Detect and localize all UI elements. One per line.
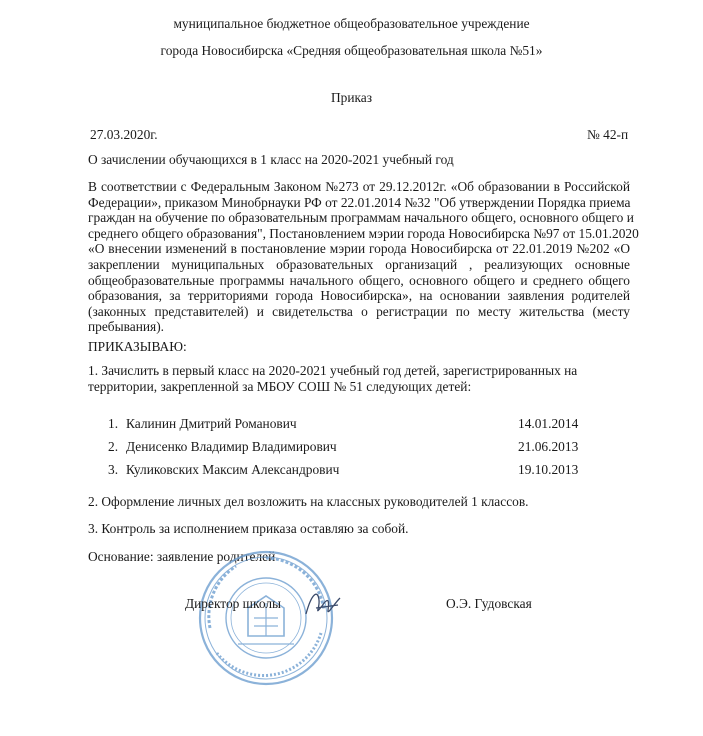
preamble-line: пребывания). (88, 319, 165, 335)
director-position: Директор школы (185, 596, 282, 611)
list-item (108, 417, 608, 440)
order-item-1-line: 1. Зачислить в первый класс на 2020-2021 учебный год детей, зарегистрированных на (88, 363, 578, 378)
director-signature-icon (292, 586, 352, 622)
order-subject: О зачислении обучающихся в 1 класс на 2020-2021 учебный год (88, 152, 454, 167)
preamble-line: граждан на обучение по образовательным программам начального общего, основного общего и (88, 210, 634, 226)
org-name-line2: города Новосибирска «Средняя общеобразовательная школа №51» (160, 43, 543, 58)
order-item-3: 3. Контроль за исполнением приказа оставляю за собой. (88, 521, 409, 536)
list-item (108, 463, 608, 486)
preamble-line: В соответствии с Федеральным Законом №273 от 29.12.2012г. «Об образовании в Российской (88, 179, 630, 194)
order-item-1-line: территории, закрепленной за МБОУ СОШ № 51 следующих детей: (88, 378, 472, 394)
preamble-line: (законных представителей) и свидетельства о регистрации по месту жительства (месту (88, 303, 630, 319)
order-number: № 42-п (587, 127, 629, 142)
preamble-line: образования, за территориями города Новосибирска», на основании заявления родителей (88, 288, 630, 304)
child-birthdate: 21.06.2013 (518, 439, 579, 454)
preamble-line: «О внесении изменений в постановление мэрии города Новосибирска от 22.01.2019 №202 «О (88, 241, 630, 257)
preamble-paragraph (88, 179, 639, 335)
order-word: ПРИКАЗЫВАЮ: (88, 339, 187, 354)
order-item-2: 2. Оформление личных дел возложить на классных руководителей 1 классов. (88, 494, 529, 509)
children-list (108, 417, 608, 486)
child-birthdate: 19.10.2013 (518, 462, 579, 477)
child-number: 2. (108, 439, 119, 454)
child-birthdate: 14.01.2014 (518, 416, 579, 431)
child-number: 3. (108, 462, 119, 477)
list-item (108, 440, 608, 463)
director-name: О.Э. Гудовская (446, 596, 532, 611)
child-name: Куликовских Максим Александрович (126, 462, 340, 477)
preamble-line: закреплении муниципальных образовательных организаций , реализующих основные (88, 256, 630, 272)
preamble-line: общеобразовательные программы начального общего, основного общего и среднего общего (88, 272, 630, 288)
page-title: Приказ (330, 90, 373, 105)
order-date: 27.03.2020г. (90, 127, 158, 142)
org-name-line1: муниципальное бюджетное общеобразовательное учреждение (173, 16, 530, 31)
child-name: Калинин Дмитрий Романович (126, 416, 297, 431)
child-name: Денисенко Владимир Владимирович (126, 439, 337, 454)
child-number: 1. (108, 416, 119, 431)
basis-note: Основание: заявление родителей (88, 549, 276, 564)
order-item-1 (88, 363, 608, 394)
preamble-line: Федерации», приказом Минобрнауки РФ от 22.01.2014 №32 "Об утверждении Порядка приема (88, 194, 631, 210)
preamble-line: среднего общего образования", Постановлением мэрии города Новосибирска №97 от 15.01.2020 (88, 225, 639, 241)
